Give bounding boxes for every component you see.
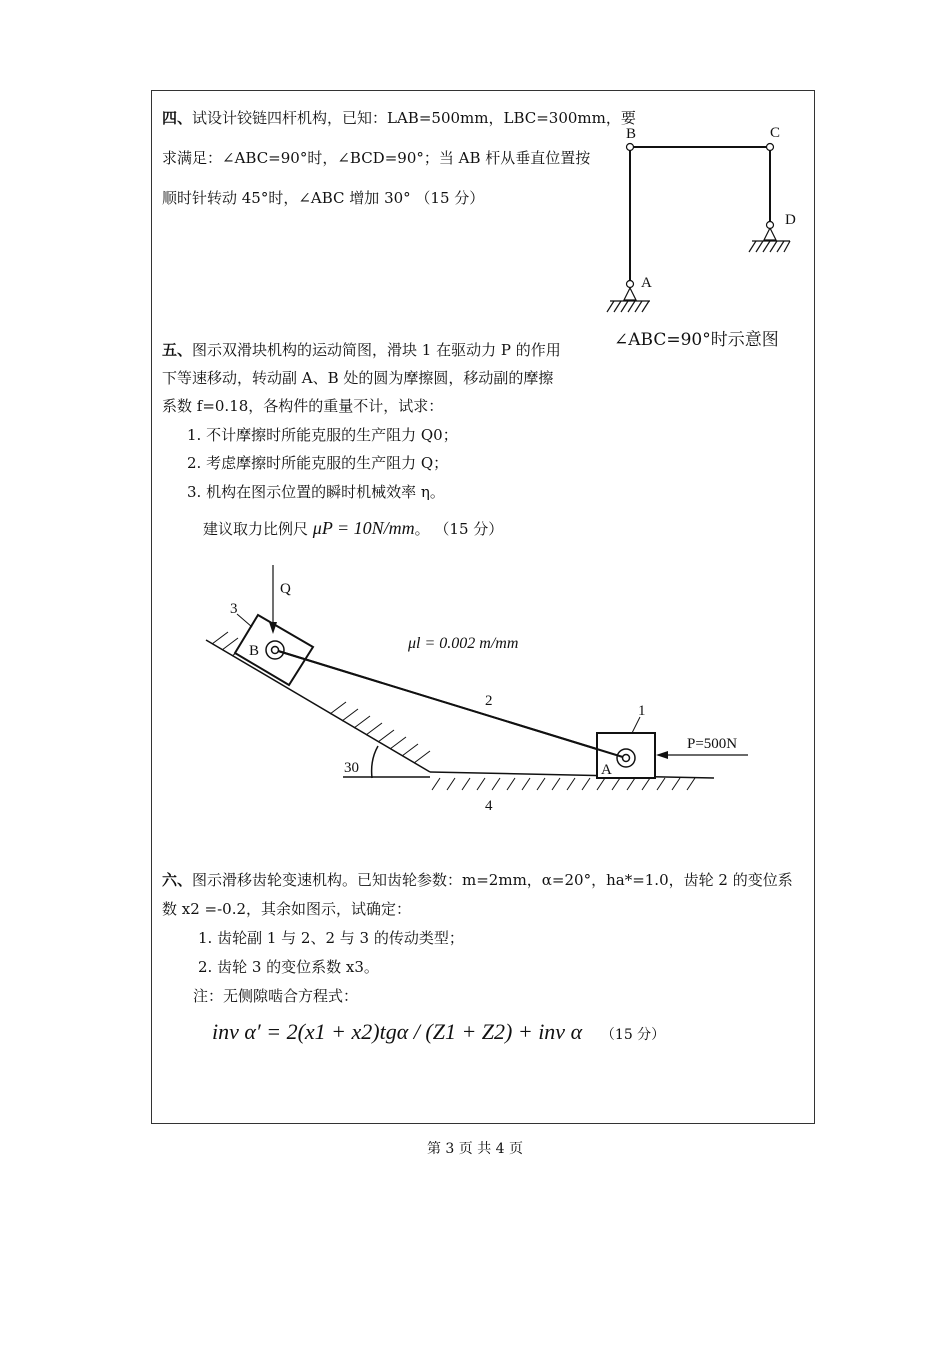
inclined-guide bbox=[206, 640, 430, 772]
label-4: 4 bbox=[485, 798, 493, 814]
leader-slider-3 bbox=[237, 614, 252, 627]
q6-item-1: 1. 齿轮副 1 与 2、2 与 3 的传动类型； bbox=[198, 929, 464, 947]
label-b: B bbox=[626, 126, 637, 142]
q4-line3: 顺时针转动 45°时，∠ABC 增加 30° （15 分） bbox=[162, 189, 485, 207]
q6-line1: 六、图示滑移齿轮变速机构。已知齿轮参数：m=2mm，α=20°，ha*=1.0，齿轮 2 的变位系 bbox=[162, 871, 793, 889]
label-q: Q bbox=[280, 581, 291, 597]
leader-slider-1 bbox=[632, 717, 640, 733]
q5-item-1: 1. 不计摩擦时所能克服的生产阻力 Q0； bbox=[187, 426, 458, 444]
label-b-joint: B bbox=[249, 643, 260, 659]
q6-line2: 数 x2 =-0.2，其余如图示，试确定： bbox=[162, 900, 412, 918]
label-2: 2 bbox=[485, 693, 493, 709]
q5-line3: 系数 f=0.18，各构件的重量不计，试求： bbox=[162, 397, 444, 415]
q4-figure-caption: ∠ABC=90°时示意图 bbox=[614, 330, 779, 350]
q6-item-2: 2. 齿轮 3 的变位系数 x3。 bbox=[198, 958, 379, 976]
q4-line1: 四、试设计铰链四杆机构，已知：LAB=500mm，LBC=300mm，要 bbox=[162, 109, 636, 127]
angle-arc bbox=[372, 746, 378, 778]
force-scale-formula: μP = 10N/mm bbox=[312, 518, 415, 538]
label-p: P=500N bbox=[687, 736, 738, 752]
q5-scale-line: 建议取力比例尺 μP = 10N/mm。 （15 分） bbox=[203, 518, 504, 538]
label-c: C bbox=[770, 125, 781, 141]
q6-score: （15 分） bbox=[600, 1027, 666, 1043]
label-3: 3 bbox=[230, 601, 238, 617]
label-angle: 30 bbox=[344, 760, 359, 776]
q4-line2: 求满足：∠ABC=90°时，∠BCD=90°；当 AB 杆从垂直位置按 bbox=[162, 149, 591, 167]
rod-through-slider bbox=[275, 650, 626, 758]
ground-hatching bbox=[432, 778, 695, 790]
involute-equation: inv α′ = 2(x1 + x2)tgα / (Z1 + Z2) + inv α bbox=[212, 1019, 583, 1044]
label-a: A bbox=[641, 275, 652, 291]
q5-item-3: 3. 机构在图示位置的瞬时机械效率 η。 bbox=[187, 483, 445, 501]
label-d: D bbox=[785, 212, 796, 228]
page-number: 第 3 页 共 4 页 bbox=[426, 1141, 524, 1157]
q5-line2: 下等速移动，转动副 A、B 处的圆为摩擦圆，移动副的摩擦 bbox=[162, 369, 554, 387]
q6-note: 注：无侧隙啮合方程式： bbox=[193, 987, 359, 1005]
q5-line1: 五、图示双滑块机构的运动简图，滑块 1 在驱动力 P 的作用 bbox=[162, 341, 561, 359]
force-p-arrowhead bbox=[656, 751, 668, 759]
label-1: 1 bbox=[638, 703, 646, 719]
joint-b-pin bbox=[272, 647, 279, 654]
label-a-joint: A bbox=[601, 762, 612, 778]
joint-a-pin bbox=[623, 755, 630, 762]
q6-formula-line bbox=[212, 1014, 665, 1050]
q5-item-2: 2. 考虑摩擦时所能克服的生产阻力 Q； bbox=[187, 454, 449, 472]
length-scale: μl = 0.002 m/mm bbox=[408, 635, 519, 652]
horizontal-guide bbox=[430, 772, 714, 778]
